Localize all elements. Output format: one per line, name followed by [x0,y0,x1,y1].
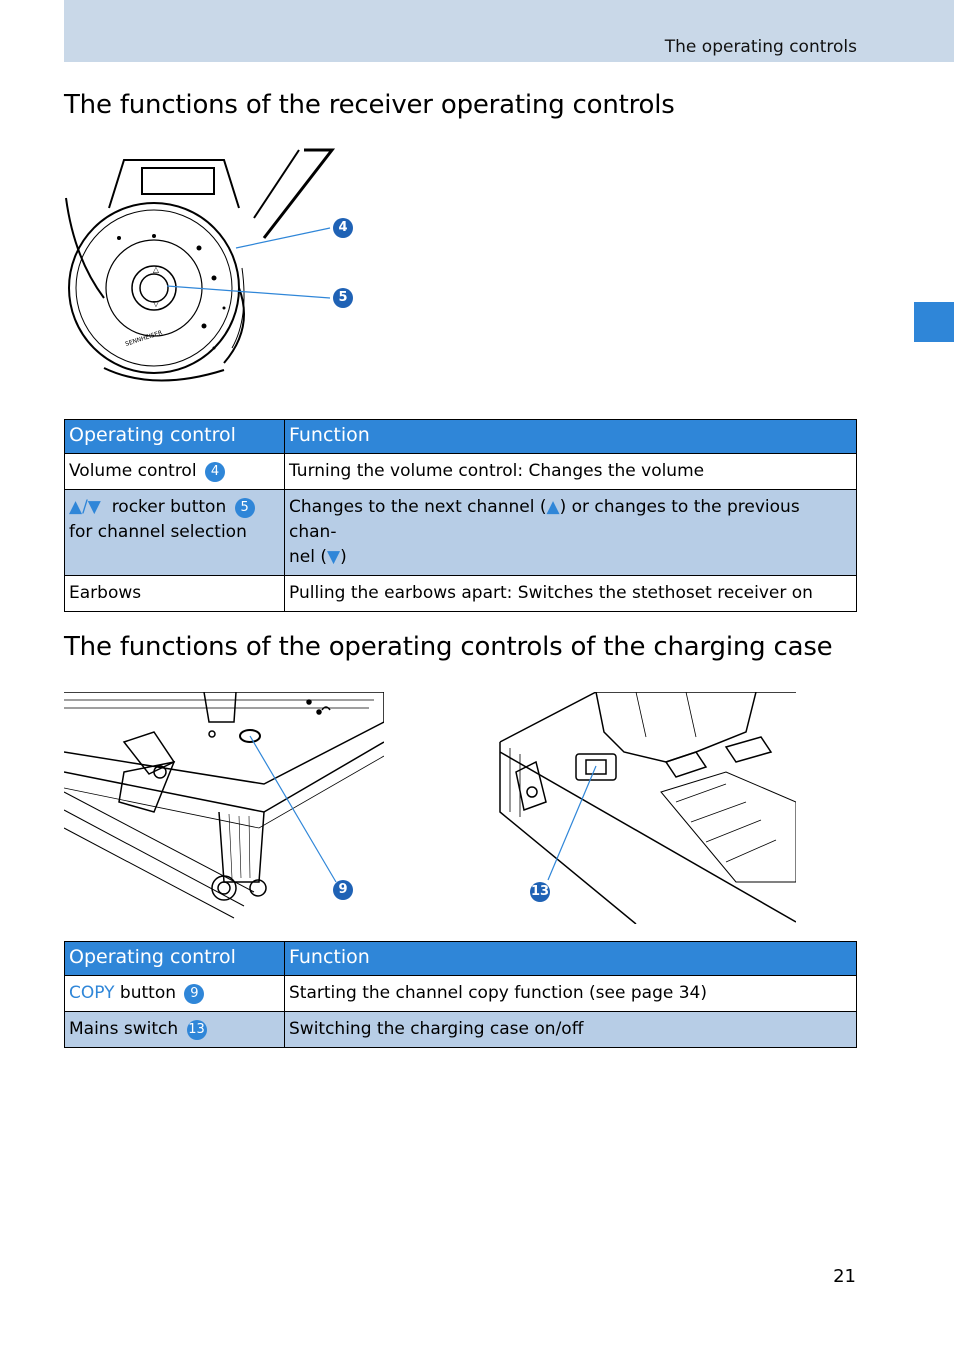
svg-text:SENNHEISER: SENNHEISER [124,329,164,348]
up-arrow-icon: ▲ [546,497,560,517]
control-cell: Mains switch 13 [65,1012,285,1048]
callout-4: 4 [333,218,353,238]
case-section-title: The functions of the operating controls of the charging case [64,632,833,662]
table-row [65,490,857,576]
header-operating-control: Operating control [65,942,285,976]
function-cell: Turning the volume control: Changes the volume [285,454,857,490]
receiver-section-title: The functions of the receiver operating controls [64,90,675,120]
copy-key-label: COPY [69,983,115,1003]
table-header-row [65,942,857,976]
callout-9: 9 [333,880,353,900]
table-row [65,1012,857,1048]
table-row [65,976,857,1012]
control-cell: ▲/▼ rocker button 5 for channel selection [65,490,285,576]
table-row [65,576,857,612]
control-cell: Earbows [65,576,285,612]
receiver-controls-table [64,419,857,612]
header-operating-control: Operating control [65,420,285,454]
page-number: 21 [833,1266,856,1287]
case-controls-table [64,941,857,1048]
rocker-arrows: ▲/▼ [69,497,101,517]
running-header: The operating controls [664,37,857,57]
function-cell: Switching the charging case on/off [285,1012,857,1048]
function-cell: Starting the channel copy function (see page 34) [285,976,857,1012]
callout-13: 13 [530,882,550,902]
receiver-illustration [64,148,364,392]
chapter-tab [914,302,954,342]
table-row [65,454,857,490]
control-cell: Volume control 4 [65,454,285,490]
callout-number: 5 [235,498,255,518]
svg-text:▽: ▽ [152,299,160,308]
down-arrow-icon: ▼ [327,547,341,567]
function-cell: Pulling the earbows apart: Switches the stethoset receiver on [285,576,857,612]
callout-number: 13 [187,1020,207,1040]
header-function: Function [285,942,857,976]
table-header-row [65,420,857,454]
callout-number: 9 [184,984,204,1004]
callout-number: 4 [205,462,225,482]
header-function: Function [285,420,857,454]
function-cell: Changes to the next channel (▲) or changes to the previous chan- nel (▼) [285,490,857,576]
callout-5: 5 [333,288,353,308]
control-cell: COPY button 9 [65,976,285,1012]
svg-text:△: △ [152,265,160,274]
